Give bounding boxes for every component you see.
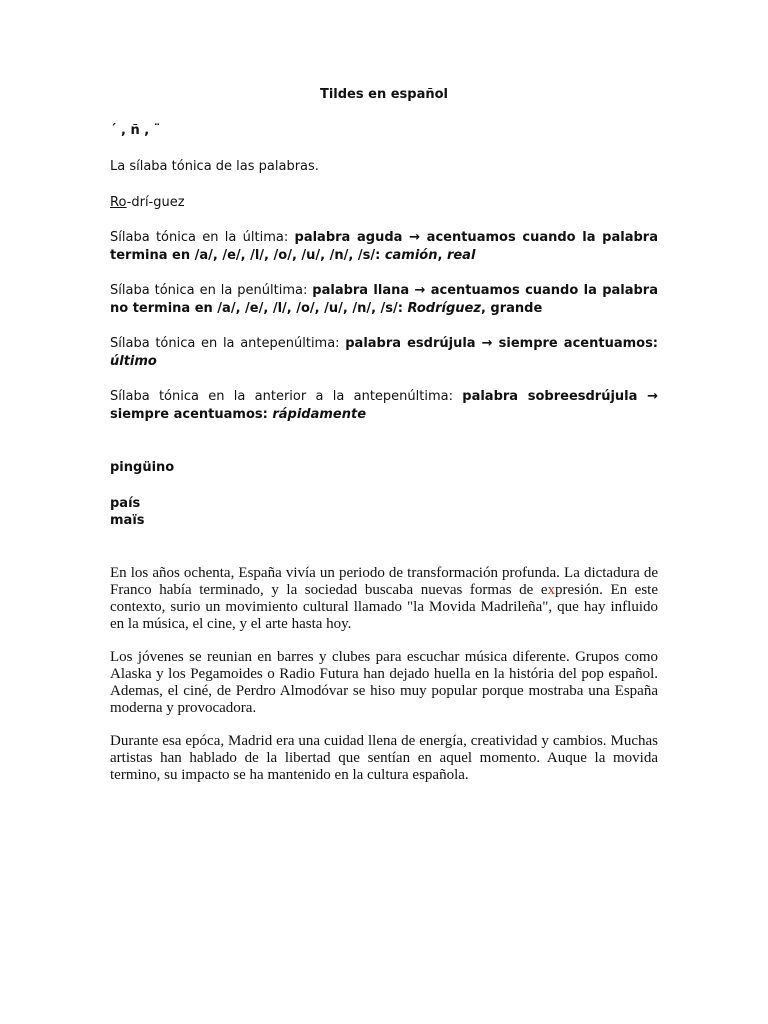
rule-llana [110,282,658,317]
text-paragraph-2: Los jóvenes se reunian en barres y clubes para escuchar música diferente. Grupos como Alaska y los Pegamoides o Radio Futura han dejado huella en la história del pop español. Ademas, el ciné, de Perdro Almodóvar se hiso muy popular porque mostraba una España moderna y provocadora. [110,648,658,716]
rule-sobreesdrujula [110,388,658,423]
stressed-syllable: Ro [110,194,127,210]
text-paragraph-3: Durante esa epóca, Madrid era una cuidad llena de energía, creatividad y cambios. Muchas artistas han hablado de la libertad que sentían en aquel momento. Auque la movida termino, su impacto se ha mantenido en la cultura española. [110,732,658,783]
rule-separator: , [437,247,447,263]
text-paragraph-1: En los años ochenta, España vivía un periodo de transformación profunda. La dictadura de Franco había terminado, y la sociedad buscaba nuevas formas de expresión. En este contexto, surio un movimiento cultural llamado "la Movida Madrileña", que hay influido en la música, el cine, y el arte hasta hoy. [110,564,659,632]
rule-example: último [110,353,157,369]
rule-description: acentuamos cuando la palabra termina en /a/, /e/, /l/, /o/, /u/, /n/, /s/: [110,230,658,263]
arrow-icon: → [402,230,427,245]
diacritics-line: ´ , ñ , ¨ [110,122,161,138]
intro-line: La sílaba tónica de las palabras. [110,159,319,174]
rule-separator: , [480,300,491,316]
rule-example: Rodríguez [407,300,481,316]
rule-description: siempre acentuamos: [498,336,659,351]
rule-aguda [110,229,658,264]
rule-label: Sílaba tónica en la penúltima: [110,283,313,298]
remaining-syllables: -drí-guez [126,194,185,210]
rule-example: grande [490,300,543,316]
example-pinguino: pingüino [110,460,175,475]
rule-type: palabra aguda [294,230,403,245]
highlighted-letter: x [547,581,555,598]
rule-description: acentuamos cuando la palabra no termina en /a/, /e/, /l/, /o/, /u/, /n/, /s/: [110,283,658,316]
example-pais: país [110,495,141,511]
rule-label: Sílaba tónica en la anterior a la antepenúltima: [110,389,463,404]
arrow-icon: → [637,389,658,404]
rule-type: palabra sobreesdrújula [462,389,638,404]
rule-type: palabra esdrújula [345,336,476,351]
document-title: Tildes en español [319,87,449,102]
rule-example: rápidamente [272,406,367,422]
arrow-icon: → [475,336,499,351]
arrow-icon: → [409,283,431,298]
example-mais: maïs [110,513,145,528]
rule-esdrujula [110,335,658,370]
rule-example: camión [384,247,438,263]
rule-label: Sílaba tónica en la antepenúltima: [110,336,346,351]
rule-type: palabra llana [312,283,410,298]
document-body [110,86,658,784]
rule-example: real [446,247,476,263]
rule-description: siempre acentuamos: [110,406,273,422]
rule-label: Sílaba tónica en la última: [110,230,295,245]
syllable-example [110,194,658,212]
